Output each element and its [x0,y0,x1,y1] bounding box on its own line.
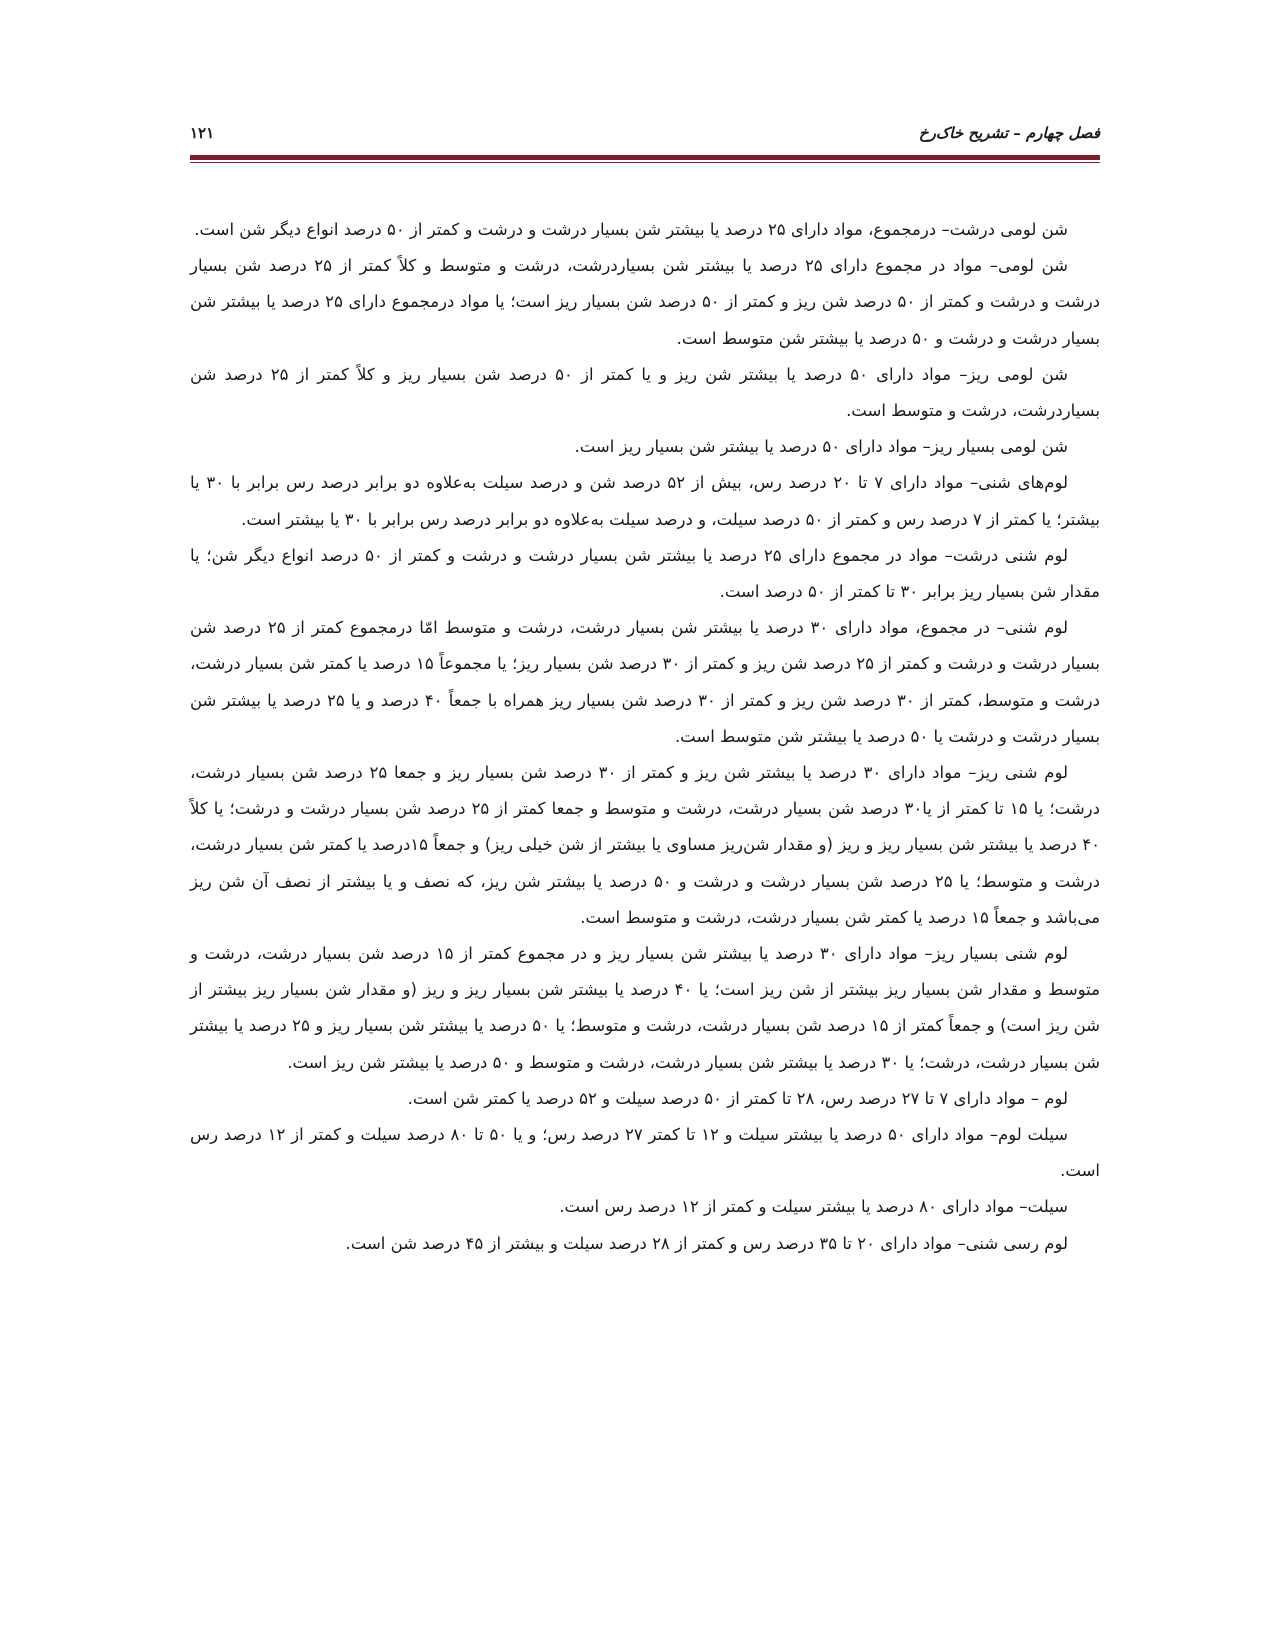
paragraph: سیلت لوم– مواد دارای ۵۰ درصد یا بیشتر سیلت و ۱۲ تا کمتر ۲۷ درصد رس؛ و یا ۵۰ تا ۸۰ درصد سیلت و کمتر از ۱۲ درصد رس است. [190,1125,1100,1181]
paragraph: لوم شنی درشت– مواد در مجموع دارای ۲۵ درصد یا بیشتر شن بسیار درشت و درشت و کمتر از ۵۰ درصد انواع دیگر شن؛ یا مقدار شن بسیار ریز برابر ۳۰ تا کمتر از ۵۰ درصد است. [190,545,1100,602]
paragraph: شن لومی بسیار ریز– مواد دارای ۵۰ درصد یا بیشتر شن بسیار ریز است. [574,437,1068,457]
header-rule-thick [190,155,1100,160]
paragraph: شن لومی ریز– مواد دارای ۵۰ درصد یا بیشتر شن ریز و یا کمتر از ۵۰ درصد شن بسیار ریز و کلاً کمتر از ۲۵ درصد شن بسیاردرشت، درشت و متوسط است. [190,364,1100,421]
header-rule-thin [190,162,1100,163]
body-text [190,212,1100,1262]
paragraph: شن لومی درشت– درمجموع، مواد دارای ۲۵ درصد یا بیشتر شن بسیار درشت و درشت و کمتر از ۵۰ درصد انواع دیگر شن است. [194,220,1068,239]
paragraph: لوم – مواد دارای ۷ تا ۲۷ درصد رس، ۲۸ تا کمتر از ۵۰ درصد سیلت و ۵۲ درصد یا کمتر شن است. [407,1088,1068,1108]
paragraph: لوم شنی ریز– مواد دارای ۳۰ درصد یا بیشتر شن ریز و کمتر از ۳۰ درصد شن بسیار ریز و جمعا ۲۵ درصد شن بسیار درشت، درشت؛ یا ۱۵ تا کمتر از یا۳۰ درصد شن بسیار درشت، درشت و متوسط و جمعا کمتر از ۲۵ درصد شن بسیار درشت و درشت؛ یا کلاً ۴۰ درصد یا بیشتر شن بسیار ریز و ریز (و مقدار شن‌ریز مساوی یا بیشتر از شن خیلی ریز) و جمعاً ۱۵درصد یا کمتر شن بسیار درشت، درشت و متوسط؛ یا ۲۵ درصد شن بسیار درشت و درشت و ۵۰ درصد یا بیشتر شن ریز، که نصف و یا بیشتر از نصف آن شن ریز می‌باشد و جمعاً ۱۵ درصد یا کمتر شن بسیار درشت، درشت و متوسط است. [190,763,1100,927]
chapter-title: فصل چهارم – تشریح خاک‌رخ [918,124,1100,142]
paragraph: شن لومی– مواد در مجموع دارای ۲۵ درصد یا بیشتر شن بسیاردرشت، درشت و متوسط و کلاً کمتر از ۲۵ درصد شن بسیار درشت و درشت و کمتر از ۵۰ درصد شن ریز و کمتر از ۵۰ درصد شن بسیار ریز است؛ یا مواد درمجموع دارای ۲۵ درصد یا بیشتر شن بسیار درشت و درشت و ۵۰ درصد یا بیشتر شن متوسط است. [190,256,1101,348]
paragraph: سیلت– مواد دارای ۸۰ درصد یا بیشتر سیلت و کمتر از ۱۲ درصد رس است. [559,1197,1068,1217]
paragraph: لوم شنی بسیار ریز– مواد دارای ۳۰ درصد یا بیشتر شن بسیار ریز و در مجموع کمتر از ۱۵ درصد شن بسیار درشت، درشت و متوسط و مقدار شن بسیار ریز بیشتر از شن ریز است؛ یا ۴۰ درصد یا بیشتر شن بسیار ریز و ریز (و مقدار شن بسیار ریز بیشتر از شن ریز است) و جمعاً کمتر از ۱۵ درصد شن بسیار درشت، درشت و متوسط؛ یا ۵۰ درصد یا بیشتر شن بسیار ریز و ۲۵ درصد یا بیشتر شن بسیار درشت، درشت؛ یا ۳۰ درصد یا بیشتر شن بسیار درشت، درشت و متوسط و ۵۰ درصد یا بیشتر شن ریز است. [190,944,1101,1072]
paragraph: لوم‌های شنی– مواد دارای ۷ تا ۲۰ درصد رس، بیش از ۵۲ درصد شن و درصد سیلت به‌علاوه دو برابر درصد رس برابر با ۳۰ یا بیشتر؛ یا کمتر از ۷ درصد رس و کمتر از ۵۰ درصد سیلت، و درصد سیلت به‌علاوه دو برابر درصد رس برابر با ۳۰ یا بیشتر است. [190,473,1100,529]
paragraph: لوم شنی– در مجموع، مواد دارای ۳۰ درصد یا بیشتر شن بسیار درشت، درشت و متوسط امّا درمجموع کمتر از ۲۵ درصد شن بسیار درشت و درشت و کمتر از ۲۵ درصد شن ریز و کمتر از ۳۰ درصد شن بسیار ریز؛ یا مجموعاً ۱۵ درصد یا کمتر شن بسیار درشت، درشت و متوسط، کمتر از ۳۰ درصد شن ریز و کمتر از ۳۰ درصد شن بسیار ریز همراه با جمعاً ۴۰ درصد و یا ۲۵ درصد یا بیشتر شن بسیار درشت و درشت یا ۵۰ درصد یا بیشتر شن متوسط است. [190,618,1101,746]
page-number: ۱۲۱ [190,124,215,142]
running-header [190,124,1100,154]
paragraph: لوم رسی شنی– مواد دارای ۲۰ تا ۳۵ درصد رس و کمتر از ۲۸ درصد سیلت و بیشتر از ۴۵ درصد شن است. [345,1233,1068,1253]
